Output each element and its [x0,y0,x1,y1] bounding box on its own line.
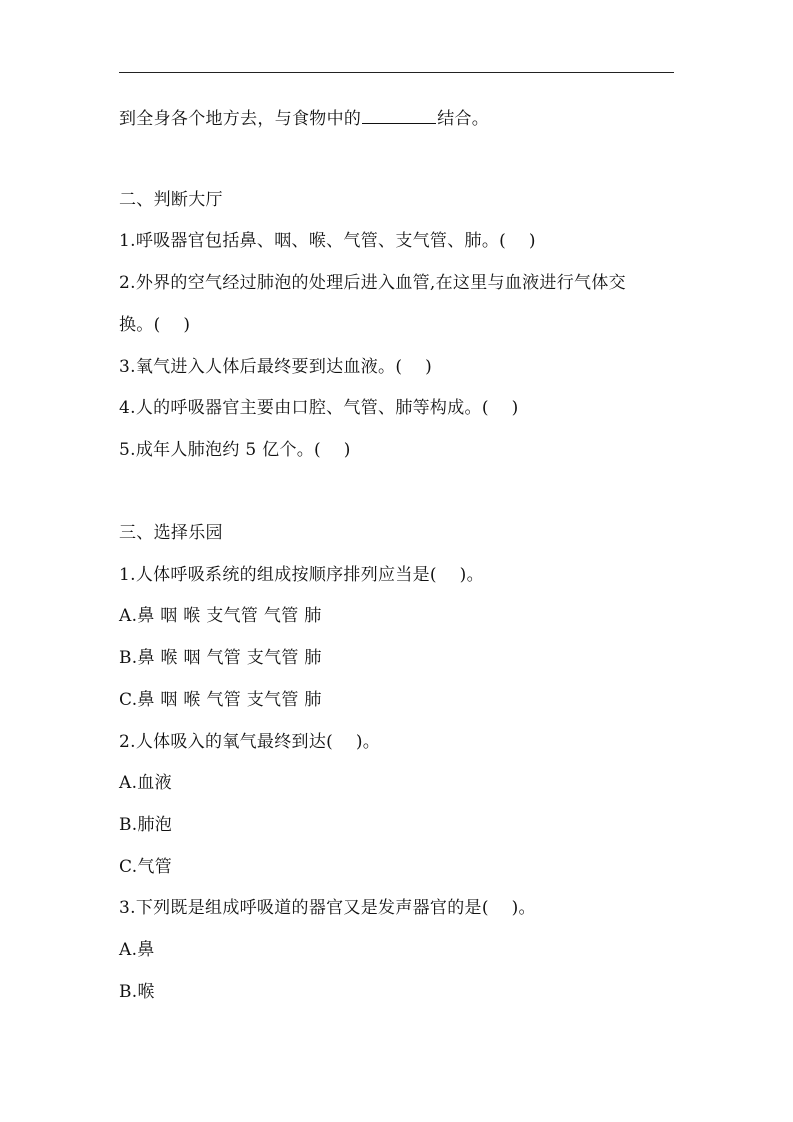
choice-q2-option-b: B.肺泡 [119,815,173,835]
choice-q1-stem: 1.人体呼吸系统的组成按顺序排列应当是( )。 [119,565,484,585]
intro-text-before: 到全身各个地方去，与食物中的 [119,109,362,129]
choice-q1-option-a: A.鼻 咽 喉 支气管 气管 肺 [119,606,322,626]
choice-q1-option-c: C.鼻 咽 喉 气管 支气管 肺 [119,690,322,710]
choice-q3-option-a: A.鼻 [119,940,155,960]
choice-q3-option-b: B.喉 [119,982,155,1002]
intro-line [119,106,489,130]
section3-heading: 三、选择乐园 [119,523,223,543]
choice-q2-option-a: A.血液 [119,773,172,793]
judge-item-2: 2.外界的空气经过肺泡的处理后进入血管,在这里与血液进行气体交 [119,273,626,293]
judge-item-1: 1.呼吸器官包括鼻、咽、喉、气管、支气管、肺。( ) [119,231,536,251]
judge-item-3: 3.氧气进入人体后最终要到达血液。( ) [119,357,432,377]
choice-q2-stem: 2.人体吸入的氧气最终到达( )。 [119,732,381,752]
section2-heading: 二、判断大厅 [119,190,223,210]
judge-item-5: 5.成年人肺泡约 5 亿个。( ) [119,440,351,460]
judge-item-2-continued: 换。( ) [119,315,191,335]
judge-item-4: 4.人的呼吸器官主要由口腔、气管、肺等构成。( ) [119,398,519,418]
choice-q1-option-b: B.鼻 喉 咽 气管 支气管 肺 [119,648,322,668]
choice-q3-stem: 3.下列既是组成呼吸道的器官又是发声器官的是( )。 [119,898,536,918]
header-rule [119,72,674,73]
choice-q2-option-c: C.气管 [119,857,173,877]
intro-text-after: 结合。 [437,109,490,129]
fill-in-blank [362,106,436,124]
